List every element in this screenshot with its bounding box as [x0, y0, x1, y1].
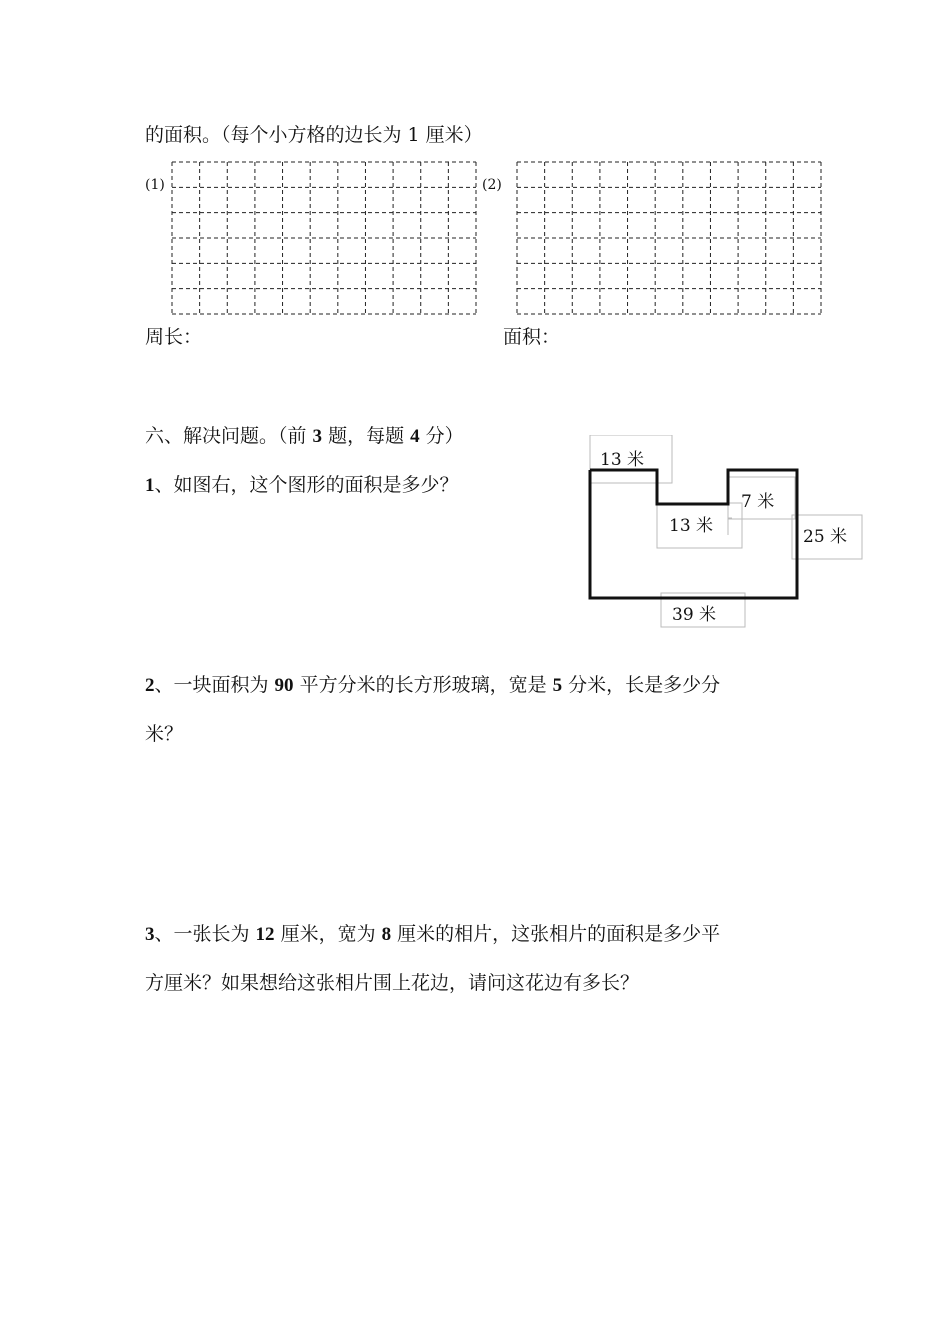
dim-label-right: 25 米 — [803, 527, 848, 547]
question-3-line-1: 3、一张长为 12 厘米，宽为 8 厘米的相片，这张相片的面积是多少平 — [145, 923, 721, 945]
perimeter-label: 周长： — [145, 326, 203, 348]
dim-label-step: 7 米 — [741, 492, 775, 512]
question-3-line-2: 方厘米？如果想给这张相片围上花边，请问这花边有多长？ — [145, 972, 640, 994]
area-label: 面积： — [503, 326, 561, 348]
instruction-text: 的面积。（每个小方格的边长为 1 厘米） — [145, 124, 483, 146]
dotted-grid-1 — [170, 160, 480, 318]
dim-label-top-left: 13 米 — [600, 450, 645, 470]
question-1: 1、如图右，这个图形的面积是多少？ — [145, 474, 459, 496]
dim-label-bottom: 39 米 — [672, 605, 717, 625]
dim-label-notch: 13 米 — [669, 516, 714, 536]
question-2-line-2: 米？ — [145, 723, 184, 745]
grid-2-label: (2) — [482, 177, 502, 193]
label-box-step-tick — [728, 518, 732, 535]
grid-1-label: (1) — [145, 177, 165, 193]
question-2-line-1: 2、一块面积为 90 平方分米的长方形玻璃，宽是 5 分米，长是多少分 — [145, 674, 721, 696]
dotted-grid-2 — [515, 160, 825, 318]
section-title: 六、解决问题。（前 3 题，每题 4 分） — [145, 425, 464, 447]
